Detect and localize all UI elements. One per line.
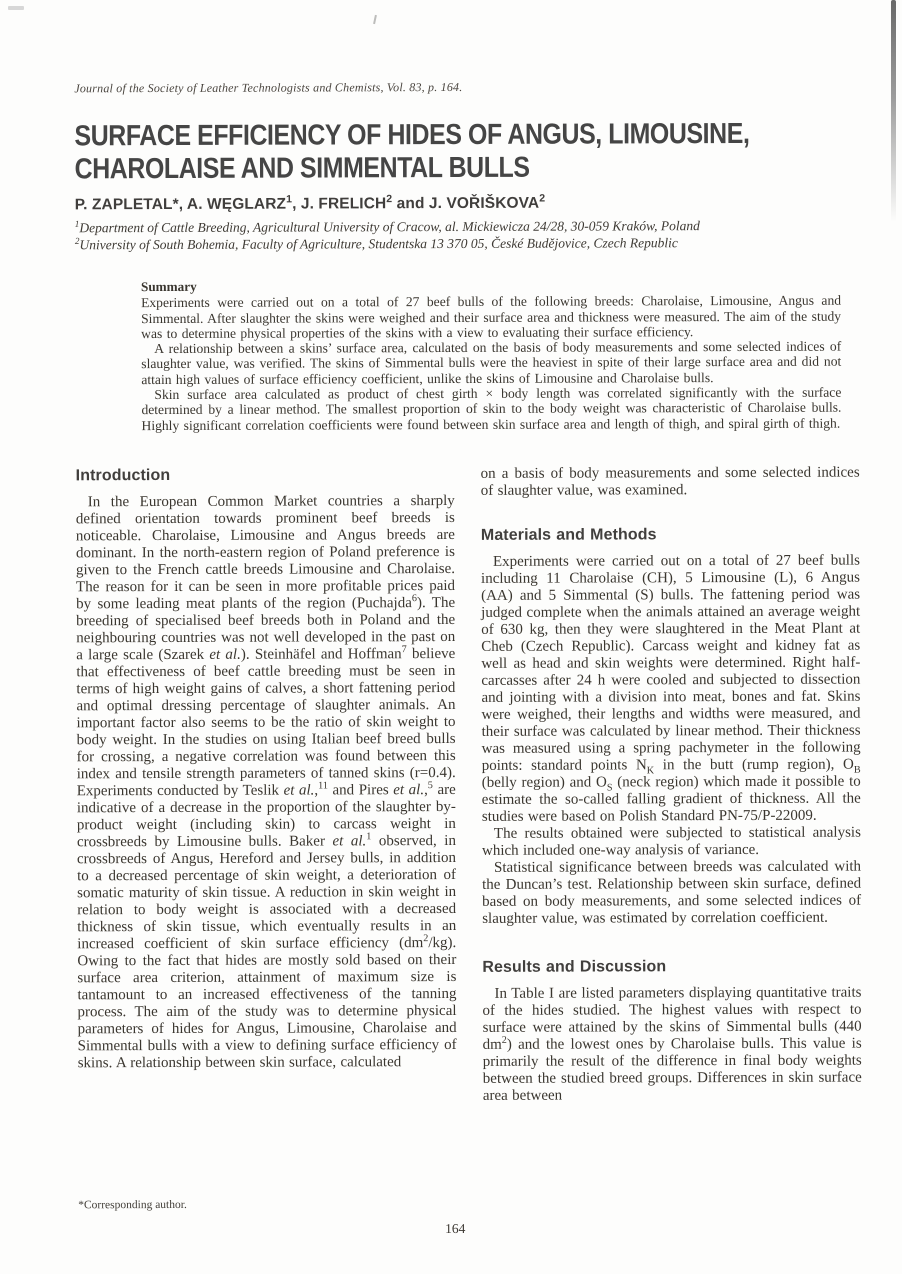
materials-heading: Materials and Methods <box>480 526 657 544</box>
continuation-paragraph: on a basis of body measurements and some selected indices of slaughter value, was examined. <box>480 464 860 499</box>
affiliations <box>75 217 859 254</box>
results-paragraph: In Table I are listed parameters displaying quantitative traits of the hides studied. The highest values with respect to surface were attained by the skins of Simmental bulls (440 $dm^2$) and the lowest ones by Charolaise bulls. This value is primarily the result of the difference in final body weights between the studied breed groups. Differences in skin surface area between <box>482 984 862 1104</box>
article-title-line1: SURFACE EFFICIENCY OF HIDES OF ANGUS, LIMOUSINE, <box>74 117 750 153</box>
page-number: 164 <box>445 1220 466 1237</box>
introduction-paragraph: In the European Common Market countries a sharply defined orientation towards prominent beef breeds is noticeable. Charolaise, Limousine and Angus breeds are dominant. In the north-eastern region of Poland preference is given to the French cattle breeds Limousine and Charolaise. The reason for it can be seen in more profitable prices paid by some leading meat plants of the region (Puchajda$^6$). The breeding of specialised beef breeds both in Poland and the neighbouring countries was not well developed in the past on a large scale (Szarek et al.). Steinhäfel and Hoffman$^7$ believe that effectiveness of beef cattle breeding must be seen in terms of high weight gains of calves, a short fattening period and optimal dressing percentage of slaughter animals. An important factor also seems to be the ratio of skin weight to body weight. In the studies on using Italian beef breed bulls for crossing, a negative correlation was found between this index and tensile strength parameters of tanned skins (r=0.4). Experiments conducted by Teslik et al.,$^{11}$ and Pires et al.,$^5$ are indicative of a decrease in the proportion of the slaughter by-product weight (including skin) to carcass weight in crossbreeds by Limousine bulls. Baker et al.$^1$ observed, in crossbreeds of Angus, Hereford and Jersey bulls, in addition to a decreased percentage of skin weight, a deterioration of somatic maturity of skin tissue. A reduction in skin weight in relation to body weight is associated with a decreased thickness of skin tissue, which eventually results in an increased coefficient of skin surface efficiency $(dm^2/kg)$. Owing to the fact that hides are mostly sold based on their surface area criterion, attainment of maximum size is tantamount to an increased effectiveness of the tanning process. The aim of the study was to determine physical parameters of hides for Angus, Limousine, Charolaise and Simmental bulls with a view to defining surface efficiency of skins. A relationship between skin surface, calculated <box>75 492 457 1072</box>
article-title-line2: CHAROLAISE AND SIMMENTAL BULLS <box>74 151 530 186</box>
summary-block <box>141 277 842 433</box>
introduction-heading: Introduction <box>75 466 171 485</box>
two-column-body <box>76 465 862 1107</box>
materials-paragraph: The results obtained were subjected to statistical analysis which included one-way analysis of variance. <box>481 824 861 859</box>
left-column <box>76 466 457 1106</box>
corresponding-author-footnote: *Corresponding author. <box>78 1198 187 1212</box>
summary-heading: Summary <box>140 278 197 295</box>
affiliation-1: $^1$Department of Cattle Breeding, Agricultural University of Cracow, al. Mickiewicza 24/28, 30-059 Kraków, Poland <box>74 218 700 236</box>
journal-header-line: Journal of the Society of Leather Technologists and Chemists, Vol. 83, p. 164. <box>74 79 463 96</box>
summary-paragraph: Experiments were carried out on a total of 27 beef bulls of the following breeds: Charolaise, Limousine, Angus and Simmental. After slaughter the skins were weighed and their surface area and thickness were measured. The aim of the study was to determine physical properties of the skins with a view to evaluating their surface efficiency. <box>141 292 842 341</box>
article-title <box>74 118 856 187</box>
authors-line: P. ZAPLETAL*, A. WĘGLARZ$^1$, J. FRELICH$^2$ and J. VOŘIŠKOVA$^2$ <box>74 192 546 214</box>
right-column <box>481 465 862 1105</box>
materials-paragraph: Experiments were carried out on a total of 27 beef bulls including 11 Charolaise (CH), 5 Limousine (L), 6 Angus (AA) and 5 Simmental (S) bulls. The fattening period was judged complete when the animals attained an average weight of 630 kg, then they were slaughtered in the Meat Plant at Cheb (Czech Republic). Carcass weight and kidney fat as well as head and skin weights were determined. Right half-carcasses after 24 h were cooled and subjected to dissection and jointing with a division into meat, bones and fat. Skins were weighed, their lengths and widths were measured, and their surface was calculated by linear method. Their thickness was measured using a spring pachymeter in the following points: standard points $N_K$ in the butt (rump region), $O_B$ (belly region) and $O_S$ (neck region) which made it possible to estimate the so-called falling gradient of thickness. All the studies were based on Polish Standard PN-75/P-22009. <box>480 552 861 825</box>
affiliation-2: $^2$University of South Bohemia, Faculty of Agriculture, Studentska 13 370 05, České Budějovice, Czech Republic <box>74 235 678 253</box>
results-heading: Results and Discussion <box>482 958 667 976</box>
summary-paragraph: A relationship between a skins’ surface area, calculated on the basis of body measurements and some selected indices of slaughter value, was verified. The skins of Simmental bulls were the heaviest in spite of their large surface area and did not attain high values of surface efficiency coefficient, unlike the skins of Limousine and Charolaise bulls. <box>141 338 842 387</box>
summary-paragraph: Skin surface area calculated as product of chest girth × body length was correlated significantly with the surface determined by a linear method. The smallest proportion of skin to the body weight was characteristic of Charolaise bulls. Highly significant correlation coefficients were found between skin surface area and length of thigh, and spiral girth of thigh. <box>141 384 842 433</box>
materials-paragraph: Statistical significance between breeds was calculated with the Duncan’s test. Relationship between skin surface, defined based on body measurements, and some selected indices of slaughter value, was estimated by correlation coefficient. <box>482 858 862 927</box>
